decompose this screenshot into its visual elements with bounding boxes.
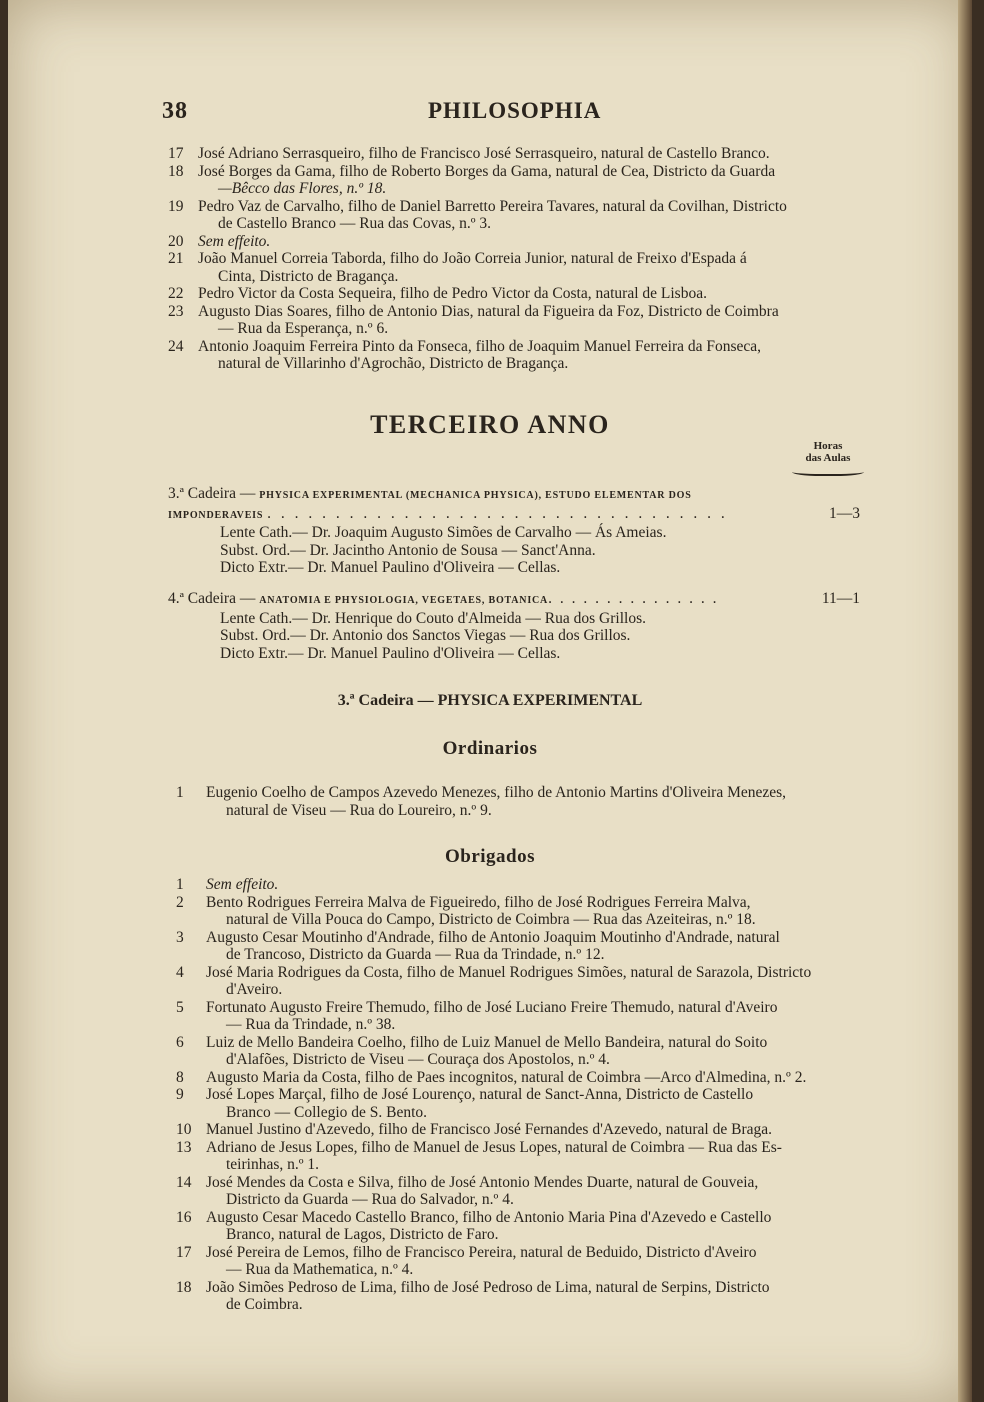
list-item: 4 José Maria Rodrigues da Costa, filho de Manuel Rodrigues Simões, natural de Sarazola, Districto d'Aveiro. xyxy=(176,963,812,998)
list-item: 24 Antonio Joaquim Ferreira Pinto da Fonseca, filho de Joaquim Manuel Ferreira da Fonseca, natural de Villarinho d'Agrochão, Districto de Bragança. xyxy=(168,337,762,372)
page-number: 38 xyxy=(162,98,188,124)
underline-swash xyxy=(792,466,864,476)
list-item: 19 Pedro Vaz de Carvalho, filho de Daniel Barretto Pereira Tavares, natural da Covilhan, Districto de Castello Branco — Rua das Covas, n.º 3. xyxy=(168,197,787,232)
list-item: 6 Luiz de Mello Bandeira Coelho, filho de Luiz Manuel de Mello Bandeira, natural do Soito d'Alafões, Districto de Viseu — Couraça dos Apostolos, n.º 4. xyxy=(176,1033,768,1068)
obrigados-title: Obrigados xyxy=(444,846,536,867)
ordinarios-list xyxy=(176,784,866,819)
list-item: 17 José Pereira de Lemos, filho de Francisco Pereira, natural de Beduido, Districto d'Aveiro — Rua da Mathematica, n.º 4. xyxy=(176,1243,757,1278)
list-item: 1 Sem effeito. xyxy=(176,876,279,893)
list-item: 2 Bento Rodrigues Ferreira Malva de Figueiredo, filho de José Rodrigues Ferreira Malva, natural de Villa Pouca do Campo, Districto de Coimbra — Rua das Azeiteiras, n.º 18. xyxy=(176,893,756,928)
list-item: 9 José Lopes Marçal, filho de José Lourenço, natural de Sanct-Anna, Districto de Castello Branco — Collegio de S. Bento. xyxy=(176,1086,754,1121)
book-page xyxy=(8,0,972,1402)
list-item: 3 Augusto Cesar Moutinho d'Andrade, filho de Antonio Joaquim Moutinho d'Andrade, natural de Trancoso, Districto da Guarda — Rua da Trindade, n.º 12. xyxy=(176,928,780,963)
hours-value: 1—3 xyxy=(829,504,860,522)
list-item: 21 João Manuel Correia Taborda, filho do João Correia Junior, natural de Freixo d'Espada á Cinta, Districto de Bragança. xyxy=(168,250,747,285)
obrigados-list xyxy=(176,876,870,1314)
hours-value: 11—1 xyxy=(821,590,860,607)
ordinarios-title: Ordinarios xyxy=(442,738,538,759)
list-item: 14 José Mendes da Costa e Silva, filho de José Antonio Mendes Duarte, natural de Gouveia, Districto da Guarda — Rua do Salvador, n.º 4. xyxy=(176,1173,759,1208)
cadeira-3-block: 3.ª Cadeira — PHYSICA EXPERIMENTAL (MECHANICA PHYSICA), ESTUDO ELEMENTAR DOS IMPONDERAVEIS . . . . . . . . . . . . . . . . . . . . . . . . . . . . . . . . . . 1—3 Lente Cath.— Dr. Joaquim Augusto Simões de Carvalho — Ás Ameias. Subst. Ord.— Dr. Jacintho Antonio de Sousa — Sanct'Anna. Dicto Extr.— Dr. Manuel Paulino d'Oliveira — Cellas. xyxy=(168,485,860,576)
list-item: 18 José Borges da Gama, filho de Roberto Borges da Gama, natural de Cea, Districto da Guarda —Bêcco das Flores, n.º 18. xyxy=(168,162,776,197)
list-item: 20 Sem effeito. xyxy=(168,232,271,250)
list-item: 13 Adriano de Jesus Lopes, filho de Manuel de Jesus Lopes, natural de Coimbra — Rua das Es- teirinhas, n.º 1. xyxy=(176,1138,782,1173)
section-title: TERCEIRO ANNO xyxy=(370,410,610,439)
list-item: 17 José Adriano Serrasqueiro, filho de Francisco José Serrasqueiro, natural de Castello Branco. xyxy=(168,145,770,162)
cadeira-4-block: 4.ª Cadeira — ANATOMIA E PHYSIOLOGIA, VEGETAES, BOTANICA. . . . . . . . . . . . . . . 11—1 Lente Cath.— Dr. Henrique do Couto d'Almeida — Rua dos Grillos. Subst. Ord.— Dr. Antonio dos Sanctos Viegas — Rua dos Grillos. Dicto Extr.— Dr. Manuel Paulino d'Oliveira — Cellas. xyxy=(168,590,860,662)
hours-column-header: Horas das Aulas xyxy=(792,440,864,476)
list-item: 16 Augusto Cesar Macedo Castello Branco, filho de Antonio Maria Pina d'Azevedo e Castello Branco, natural de Lagos, Districto de Faro. xyxy=(176,1208,772,1243)
list-item: 8 Augusto Maria da Costa, filho de Paes incognitos, natural de Coimbra —Arco d'Almedina, n.º 2. xyxy=(176,1068,807,1086)
list-item: 10 Manuel Justino d'Azevedo, filho de Francisco José Fernandes d'Azevedo, natural de Braga. xyxy=(176,1121,773,1138)
list-item: 22 Pedro Victor da Costa Sequeira, filho de Pedro Victor da Costa, natural de Lisboa. xyxy=(168,285,707,302)
list-item: 1 Eugenio Coelho de Campos Azevedo Menezes, filho de Antonio Martins d'Oliveira Menezes, natural de Viseu — Rua do Loureiro, n.º 9. xyxy=(176,784,787,819)
list-item: 18 João Simões Pedroso de Lima, filho de José Pedroso de Lima, natural de Serpins, Districto de Coimbra. xyxy=(176,1278,770,1313)
page-title: PHILOSOPHIA xyxy=(428,98,602,123)
list-item: 5 Fortunato Augusto Freire Themudo, filho de José Luciano Freire Themudo, natural d'Aveiro — Rua da Trindade, n.º 38. xyxy=(176,998,778,1033)
list-item: 23 Augusto Dias Soares, filho de Antonio Dias, natural da Figueira da Foz, Districto de Coimbra — Rua da Esperança, n.º 6. xyxy=(168,302,779,337)
physica-heading: 3.ª Cadeira — PHYSICA EXPERIMENTAL xyxy=(337,692,643,709)
upper-student-list xyxy=(168,145,868,373)
